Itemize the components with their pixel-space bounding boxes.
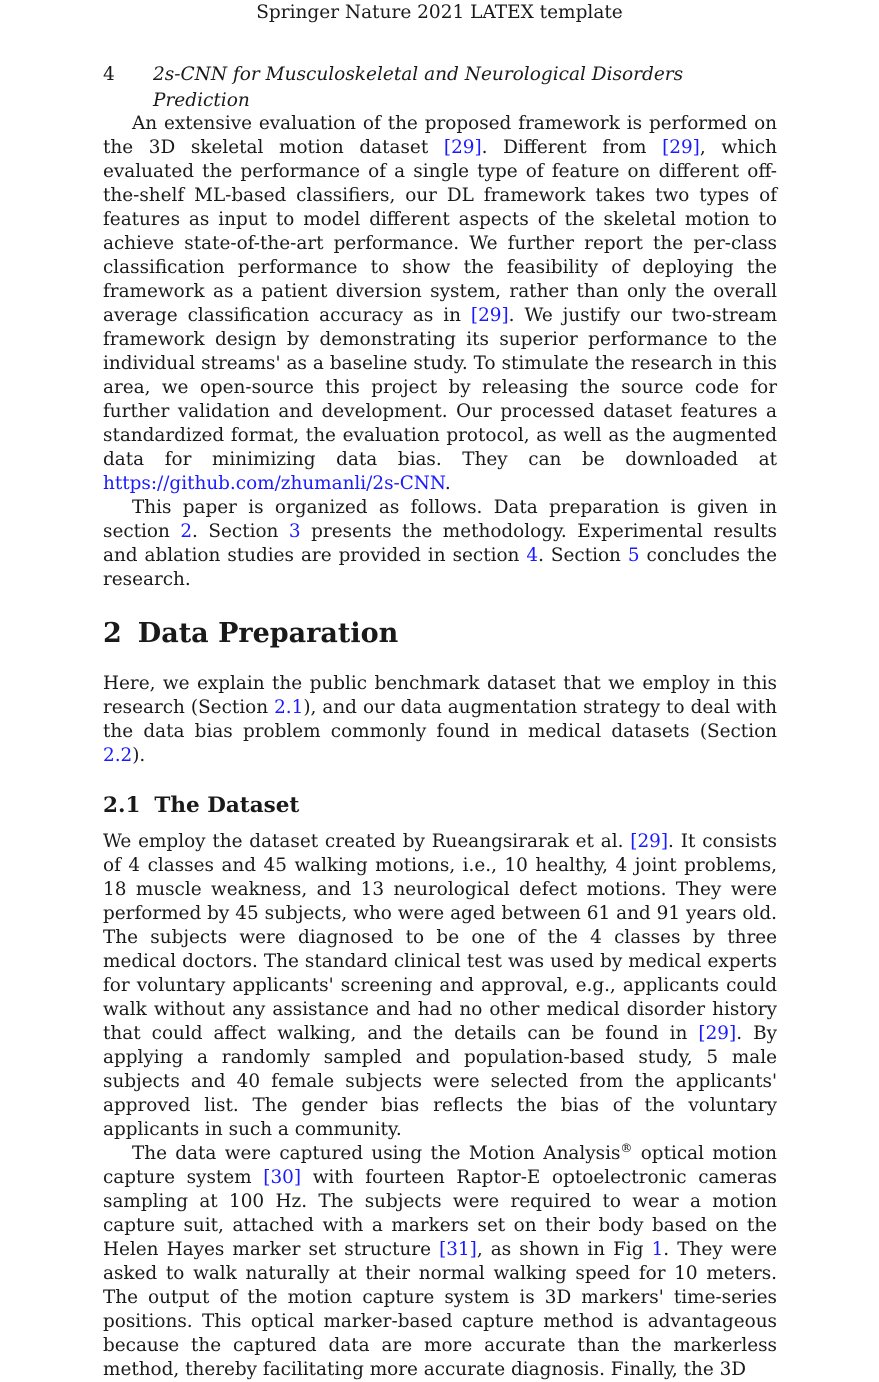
paper-short-title: 2s-CNN for Musculoskeletal and Neurological Disorders Prediction xyxy=(153,64,684,111)
reference-link[interactable]: [29] xyxy=(470,305,509,326)
reference-link[interactable]: 2 xyxy=(180,521,193,542)
page-number: 4 xyxy=(103,64,115,85)
running-head-prefix: Springer Nature 2021 xyxy=(256,2,471,23)
running-head xyxy=(0,0,879,26)
latex-logo: LATEX xyxy=(470,2,534,23)
intro-paragraph-2: This paper is organized as follows. Data preparation is given in section 2. Section 3 presents the methodology. Experimental results and ablation studies are provided in section 4. Section 5 concludes the research. xyxy=(103,497,777,590)
section-heading xyxy=(103,618,777,650)
section-title: Data Preparation xyxy=(137,618,399,649)
subsection-title: The Dataset xyxy=(154,793,300,818)
subsection-number: 2.1 xyxy=(103,793,141,818)
reference-link[interactable]: [31] xyxy=(439,1239,477,1260)
section-2-paragraph: Here, we explain the public benchmark dataset that we employ in this research (Section 2.1), and our data augmentation strategy to deal with the data bias problem commonly found in medical datasets (Section 2.2). xyxy=(103,673,777,766)
dataset-paragraph-1: We employ the dataset created by Rueangsirarak et al. [29]. It consists of 4 classes and 45 walking motions, i.e., 10 healthy, 4 joint problems, 18 muscle weakness, and 13 neurological defect motions. They were performed by 45 subjects, who were aged between 61 and 91 years old. The subjects were diagnosed to be one of the 4 classes by three medical doctors. The standard clinical test was used by medical experts for voluntary applicants' screening and approval, e.g., applicants could walk without any assistance and had no other medical disorder history that could affect walking, and the details can be found in [29]. By applying a randomly sampled and population-based study, 5 male subjects and 40 female subjects were selected from the applicants' approved list. The gender bias reflects the bias of the voluntary applicants in such a community. xyxy=(103,831,777,1140)
running-head-suffix: template xyxy=(533,2,623,23)
reference-link[interactable]: [29] xyxy=(698,1023,737,1044)
reference-link[interactable]: 2.2 xyxy=(103,745,133,766)
registered-trademark-sup: ® xyxy=(620,1140,633,1155)
reference-link[interactable]: 3 xyxy=(288,521,301,542)
reference-link[interactable]: [29] xyxy=(443,137,482,158)
reference-link[interactable]: [29] xyxy=(662,137,700,158)
reference-link[interactable]: 4 xyxy=(526,545,539,566)
reference-link[interactable]: [29] xyxy=(630,831,669,852)
reference-link[interactable]: 2.1 xyxy=(274,697,304,718)
intro-paragraph-1: An extensive evaluation of the proposed framework is performed on the 3D skeletal motion dataset [29]. Different from [29], which evaluated the performance of a single type of feature on different off-the-shelf ML-based classifiers, our DL framework takes two types of features as input to model different aspects of the skeletal motion to achieve state-of-the-art performance. We further report the per-class classification performance to show the feasibility of deploying the framework as a patient diversion system, rather than only the overall average classification accuracy as in [29]. We justify our two-stream framework design by demonstrating its superior performance to the individual streams' as a baseline study. To stimulate the research in this area, we open-source this project by releasing the source code for further validation and development. Our processed dataset features a standardized format, the evaluation protocol, as well as the augmented data for minimizing data bias. They can be downloaded at https://github.com/zhumanli/2s-CNN. xyxy=(103,113,778,494)
page-header xyxy=(103,62,777,111)
reference-link[interactable]: 1 xyxy=(651,1239,664,1260)
dataset-paragraph-2: The data were captured using the Motion Analysis® optical motion capture system [30] with fourteen Raptor-E optoelectronic cameras sampling at 100 Hz. The subjects were required to wear a motion capture suit, attached with a markers set on their body based on the Helen Hayes marker set structure [31], as shown in Fig 1. They were asked to walk naturally at their normal walking speed for 10 meters. The output of the motion capture system is 3D markers' time-series positions. This optical marker-based capture method is advantageous because the captured data are more accurate than the markerless method, thereby facilitating more accurate diagnosis. Finally, the 3D xyxy=(103,1140,777,1380)
body-text xyxy=(103,112,777,1382)
reference-link[interactable]: [30] xyxy=(263,1167,302,1188)
reference-link[interactable]: 5 xyxy=(627,545,640,566)
section-number: 2 xyxy=(103,618,122,649)
subsection-heading xyxy=(103,792,777,820)
reference-link[interactable]: https://github.com/zhumanli/2s-CNN xyxy=(103,473,445,494)
